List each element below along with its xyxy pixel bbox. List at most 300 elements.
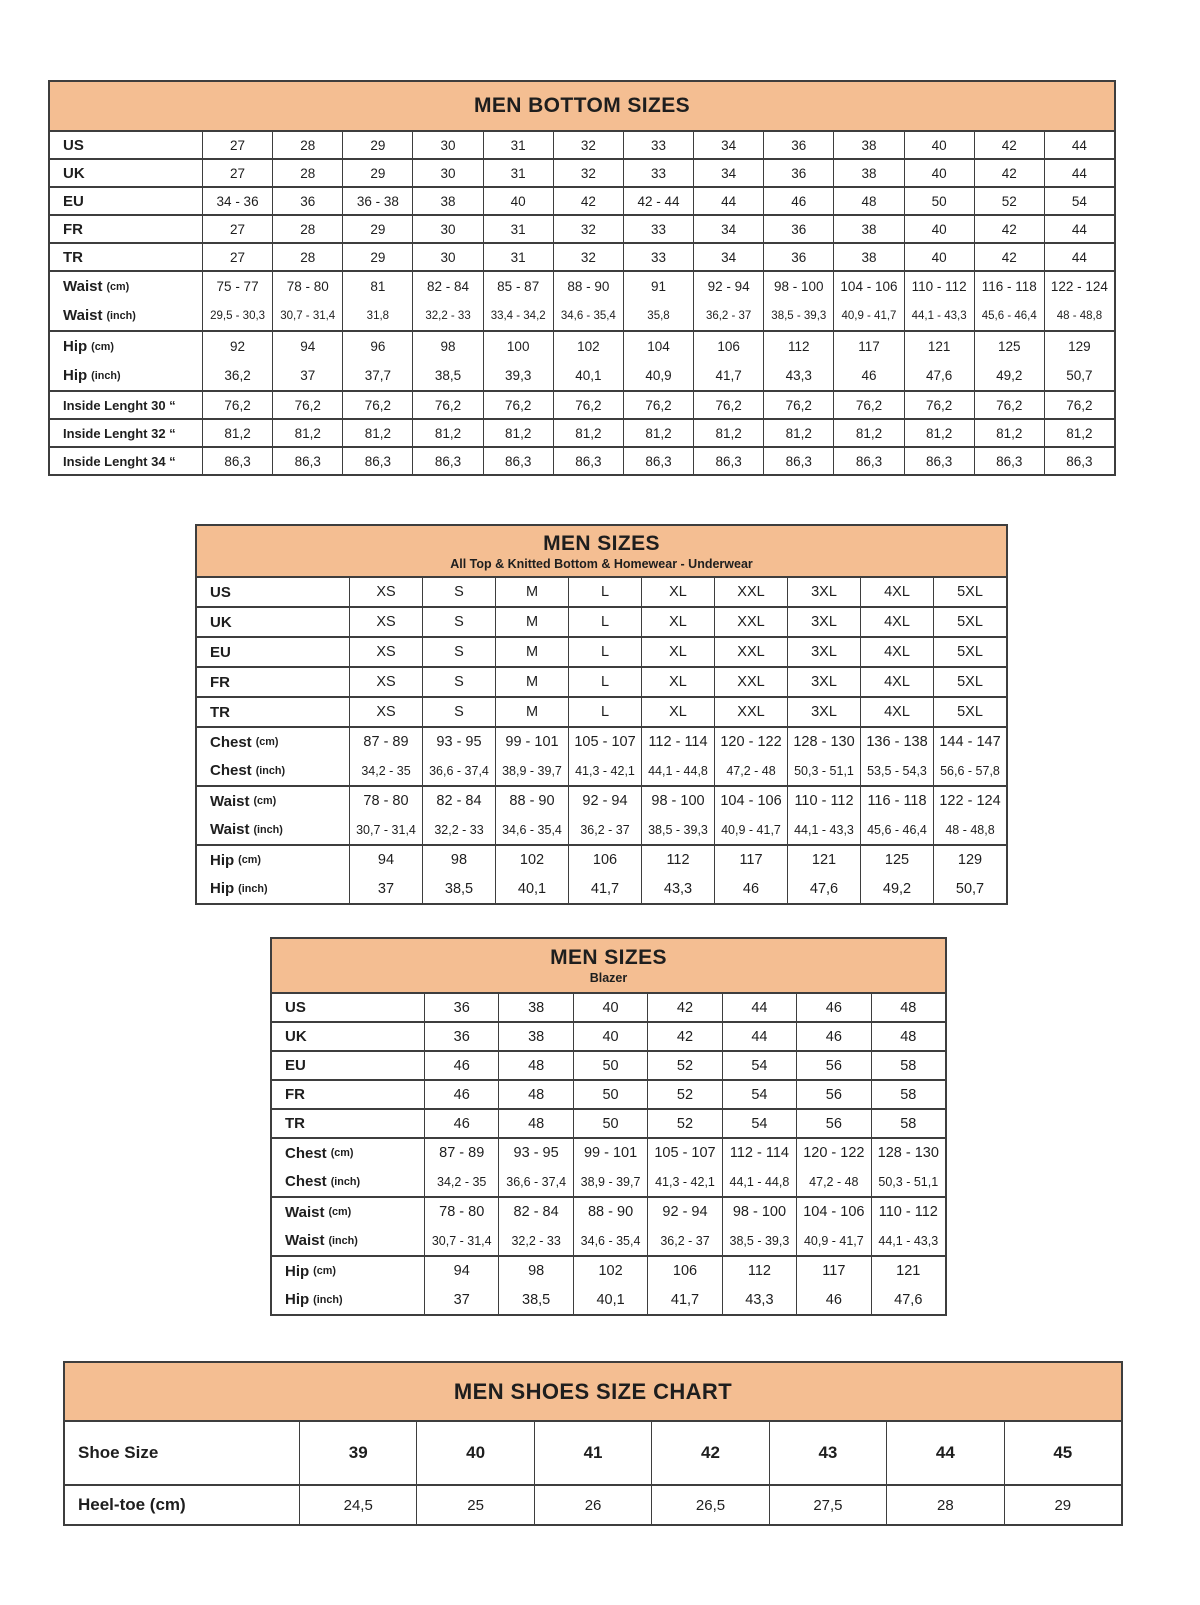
- size-value-cell: 36: [424, 1023, 498, 1050]
- size-value-cell: 44,1 - 44,8: [722, 1168, 796, 1197]
- row-label: [272, 1110, 424, 1137]
- size-value-cell: XL: [641, 638, 714, 666]
- row-label: [197, 728, 349, 757]
- size-value-cell: 49,2: [974, 361, 1044, 390]
- row-label: [197, 608, 349, 636]
- size-value-cell: 54: [1044, 188, 1114, 214]
- size-value-cell: 47,6: [787, 875, 860, 904]
- size-value-cell: 44,1 - 43,3: [904, 301, 974, 330]
- size-value-cell: 32,2 - 33: [498, 1227, 572, 1256]
- size-value-cell: 38: [833, 216, 903, 242]
- size-value-cell: 81,2: [693, 420, 763, 446]
- size-value-cell: 94: [424, 1257, 498, 1286]
- size-value-cell: 50,7: [1044, 361, 1114, 390]
- size-value-cell: L: [568, 698, 641, 726]
- table-title: MEN BOTTOM SIZES: [473, 94, 691, 117]
- size-value-cell: 41: [534, 1422, 651, 1484]
- size-value-cell: 38,5 - 39,3: [763, 301, 833, 330]
- size-value-cell: 26,5: [651, 1486, 768, 1524]
- size-value-cell: 38,9 - 39,7: [573, 1168, 647, 1197]
- size-value-cell: 29: [1004, 1486, 1121, 1524]
- size-value-cell: 48: [498, 1110, 572, 1137]
- size-value-cell: 54: [722, 1052, 796, 1079]
- size-value-cell: 30: [412, 216, 482, 242]
- table-body: [197, 578, 1006, 903]
- size-value-cell: 34: [693, 132, 763, 158]
- unit-label: (cm): [91, 340, 114, 353]
- row-label-text: US: [285, 999, 306, 1016]
- size-value-cell: 31: [483, 244, 553, 270]
- row-label-text: FR: [210, 673, 230, 691]
- size-value-cell: 32: [553, 244, 623, 270]
- size-value-cell: 54: [722, 1110, 796, 1137]
- size-value-cell: 45,6 - 46,4: [974, 301, 1044, 330]
- row-label: [50, 392, 202, 418]
- size-value-cell: 44,1 - 43,3: [871, 1227, 945, 1256]
- row-label: [197, 698, 349, 726]
- men-sizes-top-table: [195, 524, 1008, 905]
- unit-label: (cm): [253, 795, 277, 808]
- size-value-cell: 144 - 147: [933, 728, 1006, 757]
- size-value-cell: 81,2: [833, 420, 903, 446]
- size-value-cell: 110 - 112: [787, 787, 860, 816]
- men-sizes-blazer-table: [270, 937, 947, 1316]
- table-row: [50, 446, 1114, 474]
- row-label: [65, 1422, 299, 1484]
- size-value-cell: L: [568, 578, 641, 606]
- size-value-cell: 56: [796, 1110, 870, 1137]
- row-label: [50, 332, 202, 361]
- row-label: [197, 578, 349, 606]
- size-value-cell: 82 - 84: [422, 787, 495, 816]
- size-value-cell: 38: [833, 244, 903, 270]
- size-value-cell: 50: [573, 1110, 647, 1137]
- size-value-cell: M: [495, 668, 568, 696]
- table-row: [197, 636, 1006, 666]
- row-label: [50, 188, 202, 214]
- size-value-cell: 46: [424, 1110, 498, 1137]
- size-value-cell: 48 - 48,8: [933, 816, 1006, 845]
- size-value-cell: 92 - 94: [693, 272, 763, 301]
- size-value-cell: 42: [974, 216, 1044, 242]
- row-label-text: Chest: [285, 1173, 327, 1191]
- table-row: [197, 785, 1006, 844]
- size-value-cell: 112: [641, 846, 714, 875]
- size-value-cell: XS: [349, 638, 422, 666]
- table-row: [50, 390, 1114, 418]
- size-value-cell: XXL: [714, 698, 787, 726]
- row-label-text: UK: [63, 164, 85, 182]
- table-row: [197, 844, 1006, 903]
- size-value-cell: S: [422, 638, 495, 666]
- table-row: [50, 158, 1114, 186]
- size-value-cell: 98 - 100: [763, 272, 833, 301]
- row-label-text: Hip: [285, 1291, 310, 1309]
- size-value-cell: 4XL: [860, 578, 933, 606]
- row-label-text: Chest: [285, 1144, 327, 1162]
- size-value-cell: 106: [693, 332, 763, 361]
- size-value-cell: 30: [412, 244, 482, 270]
- size-value-cell: 85 - 87: [483, 272, 553, 301]
- size-value-cell: 86,3: [974, 448, 1044, 474]
- row-label-text: Hip: [210, 880, 235, 898]
- size-value-cell: 86,3: [342, 448, 412, 474]
- unit-label: (inch): [330, 1175, 361, 1188]
- size-value-cell: 30,7 - 31,4: [272, 301, 342, 330]
- row-label-text: EU: [210, 643, 231, 661]
- size-value-cell: 40: [904, 132, 974, 158]
- size-value-cell: 38: [833, 132, 903, 158]
- unit-label: (inch): [106, 309, 136, 322]
- size-value-cell: XS: [349, 578, 422, 606]
- row-label-text: Chest: [210, 733, 252, 751]
- size-value-cell: 76,2: [623, 392, 693, 418]
- size-value-cell: 86,3: [763, 448, 833, 474]
- table-subtitle: All Top & Knitted Bottom & Homewear - Underwear: [450, 556, 753, 571]
- size-value-cell: XL: [641, 668, 714, 696]
- table-row: [272, 1079, 945, 1108]
- row-label: [50, 160, 202, 186]
- size-value-cell: 4XL: [860, 608, 933, 636]
- size-value-cell: 47,2 - 48: [714, 757, 787, 786]
- size-value-cell: 36,6 - 37,4: [498, 1168, 572, 1197]
- size-value-cell: 36,2: [202, 361, 272, 390]
- size-value-cell: 52: [647, 1081, 721, 1108]
- size-value-cell: 33: [623, 244, 693, 270]
- unit-label: (inch): [91, 369, 121, 382]
- size-value-cell: 42: [974, 160, 1044, 186]
- size-value-cell: 29: [342, 216, 412, 242]
- row-label: [50, 420, 202, 446]
- size-value-cell: 92: [202, 332, 272, 361]
- row-label-text: FR: [285, 1086, 305, 1103]
- size-value-cell: 38: [498, 1023, 572, 1050]
- size-value-cell: 45: [1004, 1422, 1121, 1484]
- size-value-cell: 36: [272, 188, 342, 214]
- size-value-cell: 5XL: [933, 668, 1006, 696]
- table-body: [65, 1422, 1121, 1524]
- row-label-text: UK: [210, 613, 232, 631]
- size-value-cell: 78 - 80: [272, 272, 342, 301]
- size-value-cell: 120 - 122: [714, 728, 787, 757]
- size-value-cell: 48: [871, 994, 945, 1021]
- size-value-cell: 104 - 106: [796, 1198, 870, 1227]
- size-value-cell: 36: [763, 216, 833, 242]
- size-value-cell: 36,2 - 37: [693, 301, 763, 330]
- size-value-cell: 32,2 - 33: [422, 816, 495, 845]
- size-value-cell: 37: [349, 875, 422, 904]
- size-value-cell: 33: [623, 132, 693, 158]
- size-value-cell: 32: [553, 160, 623, 186]
- table-header: [50, 82, 1114, 132]
- row-label: [50, 361, 202, 390]
- row-label-text: FR: [63, 220, 83, 238]
- row-label: [50, 448, 202, 474]
- size-value-cell: 92 - 94: [568, 787, 641, 816]
- size-value-cell: 102: [573, 1257, 647, 1286]
- size-value-cell: 50,3 - 51,1: [787, 757, 860, 786]
- size-value-cell: 41,3 - 42,1: [568, 757, 641, 786]
- row-label-text: Waist: [285, 1203, 325, 1221]
- size-value-cell: 106: [647, 1257, 721, 1286]
- row-label: [197, 846, 349, 875]
- size-value-cell: 42: [647, 994, 721, 1021]
- row-label-text: Chest: [210, 762, 252, 780]
- size-value-cell: 34,6 - 35,4: [573, 1227, 647, 1256]
- size-value-cell: 34,2 - 35: [349, 757, 422, 786]
- size-value-cell: XS: [349, 698, 422, 726]
- size-value-cell: 47,6: [871, 1286, 945, 1315]
- men-shoes-size-table: [63, 1361, 1123, 1526]
- size-value-cell: 46: [763, 188, 833, 214]
- size-value-cell: 99 - 101: [495, 728, 568, 757]
- size-value-cell: 46: [796, 1286, 870, 1315]
- size-value-cell: 86,3: [412, 448, 482, 474]
- size-value-cell: 44,1 - 44,8: [641, 757, 714, 786]
- size-value-cell: 44,1 - 43,3: [787, 816, 860, 845]
- row-label: [272, 1081, 424, 1108]
- size-value-cell: 50: [573, 1081, 647, 1108]
- size-value-cell: 44: [886, 1422, 1003, 1484]
- size-value-cell: 37,7: [342, 361, 412, 390]
- unit-label: (cm): [238, 854, 261, 867]
- size-value-cell: 44: [1044, 132, 1114, 158]
- size-value-cell: 39,3: [483, 361, 553, 390]
- size-value-cell: 98 - 100: [641, 787, 714, 816]
- size-value-cell: 99 - 101: [573, 1139, 647, 1168]
- size-value-cell: 3XL: [787, 668, 860, 696]
- size-value-cell: 3XL: [787, 698, 860, 726]
- size-value-cell: 41,7: [647, 1286, 721, 1315]
- size-value-cell: 48: [871, 1023, 945, 1050]
- table-row: [50, 270, 1114, 330]
- table-title: MEN SHOES SIZE CHART: [453, 1378, 733, 1404]
- size-value-cell: 40,1: [553, 361, 623, 390]
- size-value-cell: 36,6 - 37,4: [422, 757, 495, 786]
- size-value-cell: 81,2: [483, 420, 553, 446]
- row-label-text: Waist: [63, 307, 103, 324]
- table-row: [272, 1137, 945, 1196]
- table-body: [272, 994, 945, 1314]
- size-value-cell: 48: [498, 1081, 572, 1108]
- size-value-cell: XXL: [714, 578, 787, 606]
- size-value-cell: 82 - 84: [498, 1198, 572, 1227]
- table-header: [65, 1363, 1121, 1422]
- table-row: [65, 1422, 1121, 1484]
- table-row: [50, 330, 1114, 390]
- size-value-cell: 86,3: [904, 448, 974, 474]
- size-value-cell: 46: [424, 1081, 498, 1108]
- size-value-cell: 29,5 - 30,3: [202, 301, 272, 330]
- size-value-cell: 117: [714, 846, 787, 875]
- size-value-cell: 116 - 118: [974, 272, 1044, 301]
- size-value-cell: 129: [933, 846, 1006, 875]
- size-value-cell: 50,3 - 51,1: [871, 1168, 945, 1197]
- size-value-cell: 42: [974, 132, 1044, 158]
- row-label: [272, 1227, 424, 1256]
- size-value-cell: 50: [573, 1052, 647, 1079]
- size-value-cell: 31,8: [342, 301, 412, 330]
- size-value-cell: 38: [412, 188, 482, 214]
- size-value-cell: 44: [1044, 160, 1114, 186]
- size-value-cell: 91: [623, 272, 693, 301]
- size-value-cell: 42: [553, 188, 623, 214]
- size-value-cell: 43,3: [722, 1286, 796, 1315]
- row-label-text: Waist: [210, 821, 250, 839]
- row-label: [65, 1486, 299, 1524]
- row-label-text: TR: [285, 1115, 305, 1132]
- size-value-cell: 53,5 - 54,3: [860, 757, 933, 786]
- size-value-cell: 112 - 114: [722, 1139, 796, 1168]
- size-value-cell: M: [495, 608, 568, 636]
- table-header: [197, 526, 1006, 578]
- size-value-cell: 5XL: [933, 578, 1006, 606]
- size-value-cell: 34: [693, 160, 763, 186]
- size-value-cell: 86,3: [1044, 448, 1114, 474]
- size-value-cell: 98: [412, 332, 482, 361]
- size-value-cell: 50: [904, 188, 974, 214]
- size-value-cell: 81,2: [342, 420, 412, 446]
- row-label-text: US: [210, 583, 231, 601]
- row-label: [50, 301, 202, 330]
- size-value-cell: 76,2: [763, 392, 833, 418]
- row-label-text: Hip: [63, 367, 88, 384]
- table-row: [197, 696, 1006, 726]
- size-value-cell: 5XL: [933, 608, 1006, 636]
- row-label-text: UK: [285, 1028, 307, 1045]
- size-value-cell: 37: [272, 361, 342, 390]
- size-value-cell: 41,3 - 42,1: [647, 1168, 721, 1197]
- size-value-cell: XL: [641, 608, 714, 636]
- size-value-cell: 38,5: [422, 875, 495, 904]
- size-value-cell: 30: [412, 132, 482, 158]
- size-value-cell: 81,2: [904, 420, 974, 446]
- size-value-cell: 44: [1044, 216, 1114, 242]
- row-label: [272, 994, 424, 1021]
- size-value-cell: 58: [871, 1052, 945, 1079]
- size-value-cell: 76,2: [1044, 392, 1114, 418]
- size-value-cell: 100: [483, 332, 553, 361]
- size-value-cell: 105 - 107: [568, 728, 641, 757]
- size-value-cell: 112 - 114: [641, 728, 714, 757]
- size-value-cell: 40,9: [623, 361, 693, 390]
- table-row: [50, 418, 1114, 446]
- table-row: [272, 1050, 945, 1079]
- row-label-text: Hip: [63, 338, 88, 355]
- unit-label: (cm): [106, 280, 130, 293]
- size-value-cell: 36: [424, 994, 498, 1021]
- size-value-cell: 29: [342, 160, 412, 186]
- size-value-cell: 43,3: [763, 361, 833, 390]
- size-value-cell: 34: [693, 244, 763, 270]
- size-value-cell: XXL: [714, 608, 787, 636]
- size-value-cell: 47,2 - 48: [796, 1168, 870, 1197]
- size-value-cell: 37: [424, 1286, 498, 1315]
- size-value-cell: 36 - 38: [342, 188, 412, 214]
- size-value-cell: M: [495, 638, 568, 666]
- size-value-cell: 39: [299, 1422, 416, 1484]
- size-value-cell: 42: [651, 1422, 768, 1484]
- unit-label: (cm): [255, 736, 279, 749]
- size-value-cell: 44: [693, 188, 763, 214]
- row-label: [50, 272, 202, 301]
- row-label: [50, 216, 202, 242]
- row-label-text: Waist: [63, 278, 103, 295]
- size-value-cell: 42: [974, 244, 1044, 270]
- size-value-cell: S: [422, 698, 495, 726]
- size-value-cell: 86,3: [483, 448, 553, 474]
- size-value-cell: 40: [904, 160, 974, 186]
- unit-label: (inch): [238, 882, 268, 895]
- size-value-cell: 4XL: [860, 638, 933, 666]
- unit-label: (cm): [330, 1147, 354, 1160]
- size-value-cell: 41,7: [693, 361, 763, 390]
- size-value-cell: 88 - 90: [495, 787, 568, 816]
- size-value-cell: 31: [483, 160, 553, 186]
- size-value-cell: 5XL: [933, 698, 1006, 726]
- row-label: [272, 1286, 424, 1315]
- size-value-cell: 76,2: [412, 392, 482, 418]
- table-row: [197, 666, 1006, 696]
- row-label-text: Inside Lenght 30 “: [63, 397, 176, 413]
- row-label: [272, 1139, 424, 1168]
- size-value-cell: 76,2: [342, 392, 412, 418]
- size-value-cell: 76,2: [272, 392, 342, 418]
- size-value-cell: 102: [495, 846, 568, 875]
- size-value-cell: 129: [1044, 332, 1114, 361]
- size-value-cell: 104: [623, 332, 693, 361]
- size-value-cell: L: [568, 638, 641, 666]
- table-body: [50, 132, 1114, 474]
- table-row: [50, 132, 1114, 158]
- size-value-cell: 44: [722, 994, 796, 1021]
- size-value-cell: 94: [272, 332, 342, 361]
- size-value-cell: 78 - 80: [424, 1198, 498, 1227]
- size-value-cell: 76,2: [974, 392, 1044, 418]
- size-value-cell: 87 - 89: [349, 728, 422, 757]
- size-value-cell: 40: [483, 188, 553, 214]
- size-value-cell: 28: [272, 160, 342, 186]
- row-label-text: Hip: [285, 1262, 310, 1280]
- size-value-cell: 34: [693, 216, 763, 242]
- unit-label: (inch): [255, 764, 286, 777]
- size-value-cell: 87 - 89: [424, 1139, 498, 1168]
- size-value-cell: 110 - 112: [904, 272, 974, 301]
- size-value-cell: L: [568, 668, 641, 696]
- table-row: [272, 1108, 945, 1137]
- size-value-cell: 106: [568, 846, 641, 875]
- size-value-cell: 27: [202, 160, 272, 186]
- size-value-cell: 48: [833, 188, 903, 214]
- size-value-cell: XXL: [714, 668, 787, 696]
- size-value-cell: 98: [422, 846, 495, 875]
- row-label: [272, 1257, 424, 1286]
- size-value-cell: 112: [763, 332, 833, 361]
- table-row: [272, 994, 945, 1021]
- size-value-cell: 78 - 80: [349, 787, 422, 816]
- size-value-cell: 45,6 - 46,4: [860, 816, 933, 845]
- table-title: MEN SIZES: [543, 531, 660, 555]
- size-value-cell: 42 - 44: [623, 188, 693, 214]
- row-label: [197, 638, 349, 666]
- size-value-cell: 40: [904, 244, 974, 270]
- size-value-cell: 93 - 95: [498, 1139, 572, 1168]
- size-value-cell: 128 - 130: [787, 728, 860, 757]
- size-value-cell: 102: [553, 332, 623, 361]
- size-value-cell: 81,2: [202, 420, 272, 446]
- size-value-cell: 33: [623, 160, 693, 186]
- size-value-cell: S: [422, 668, 495, 696]
